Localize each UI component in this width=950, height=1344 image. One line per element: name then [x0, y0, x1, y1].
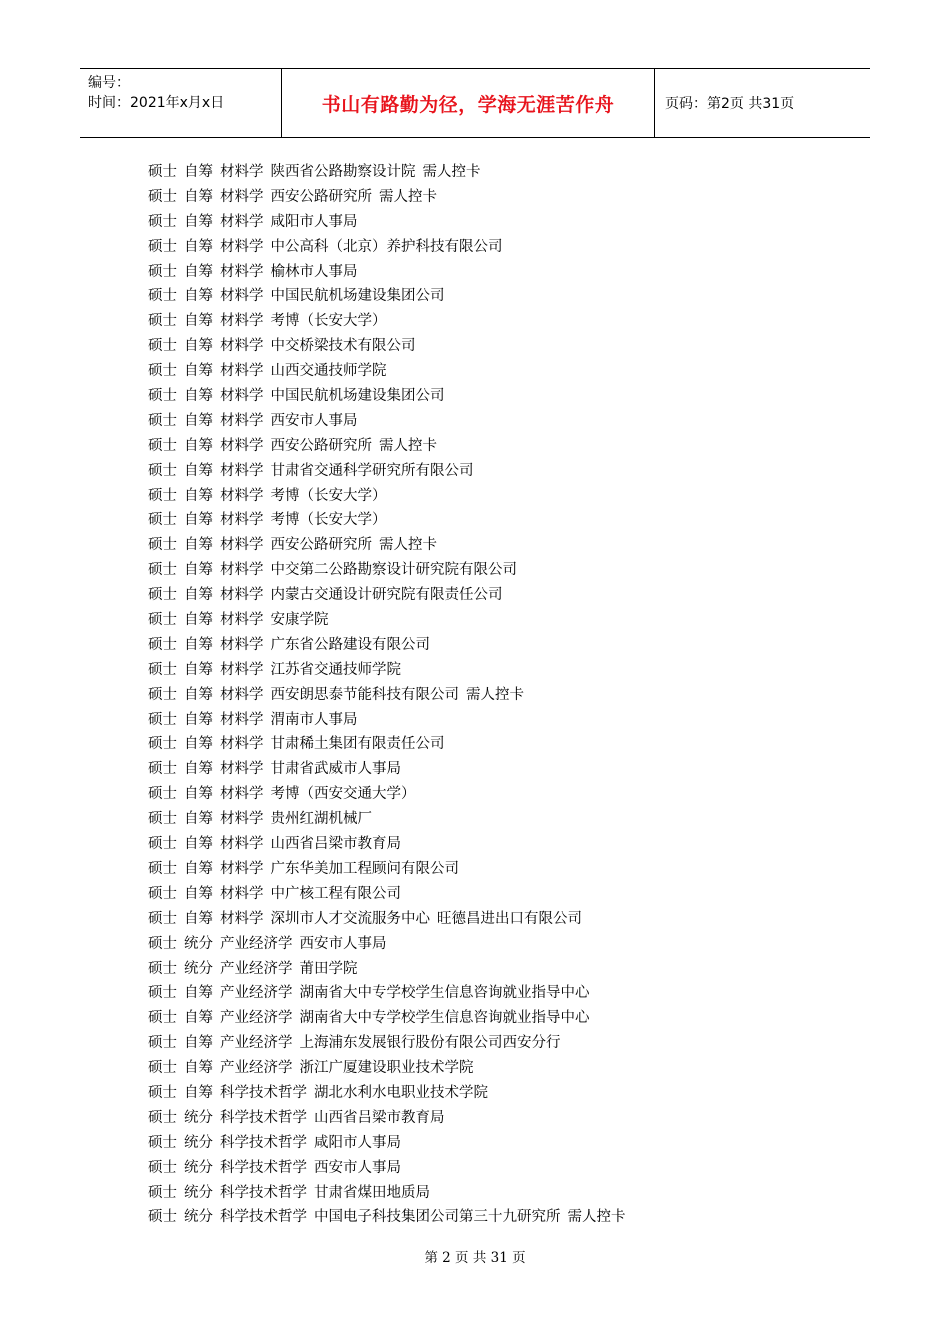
- list-item-field: 材料学: [220, 487, 264, 504]
- list-item-field: 产业经济学: [220, 935, 293, 952]
- list-item-field: 安康学院: [270, 612, 329, 629]
- list-item-field: 科学技术哲学: [220, 1209, 307, 1226]
- list-item-field: 自筹: [184, 537, 213, 554]
- list-item-field: 咸阳市人事局: [270, 213, 358, 230]
- list-item-field: 硕士: [148, 711, 177, 728]
- list-item-field: 统分: [184, 1209, 213, 1226]
- list-item-field: 自筹: [184, 1060, 213, 1077]
- list-item-field: 硕士: [148, 1084, 177, 1101]
- list-item: [148, 1156, 848, 1181]
- list-item-field: 材料学: [220, 338, 264, 355]
- list-item: [148, 558, 848, 583]
- list-item-field: 硕士: [148, 860, 177, 877]
- list-item-field: 材料学: [220, 910, 264, 927]
- list-item: [148, 1106, 848, 1131]
- list-item-field: 材料学: [220, 188, 264, 205]
- list-item-field: 硕士: [148, 985, 177, 1002]
- list-item-field: 材料学: [220, 263, 264, 280]
- list-item-field: 中国民航机场建设集团公司: [270, 388, 445, 405]
- list-item-field: 硕士: [148, 1209, 177, 1226]
- list-item-field: 硕士: [148, 836, 177, 853]
- list-item: [148, 359, 848, 384]
- list-item-field: 统分: [184, 1134, 213, 1151]
- list-item-field: 硕士: [148, 636, 177, 653]
- list-item-field: 材料学: [220, 164, 264, 180]
- list-item: [148, 1131, 848, 1156]
- list-item-field: 自筹: [184, 736, 213, 753]
- list-item-field: 湖南省大中专学校学生信息咨询就业指导中心: [299, 1010, 590, 1027]
- header-meta: [80, 69, 282, 137]
- list-item-field: 需人控卡: [379, 188, 437, 205]
- list-item-field: 西安朗思泰节能科技有限公司: [270, 686, 459, 703]
- list-item: [148, 757, 848, 782]
- list-item-field: 陕西省公路勘察设计院: [270, 164, 416, 180]
- list-item-field: 自筹: [184, 437, 213, 454]
- list-item-field: 硕士: [148, 213, 177, 230]
- list-item-field: 自筹: [184, 288, 213, 305]
- list-item-field: 材料学: [220, 388, 264, 405]
- list-item-field: 硕士: [148, 935, 177, 952]
- list-item-field: 自筹: [184, 1035, 213, 1052]
- list-item: [148, 160, 848, 185]
- list-item-field: 材料学: [220, 238, 264, 255]
- list-item-field: 榆林市人事局: [270, 263, 358, 280]
- list-item-field: 浙江广厦建设职业技术学院: [299, 1060, 474, 1077]
- list-item-field: 中广核工程有限公司: [270, 885, 401, 902]
- list-item-field: 考博（长安大学）: [270, 313, 387, 330]
- list-item-field: 广东省公路建设有限公司: [270, 636, 430, 653]
- list-item-field: 中公高科（北京）养护科技有限公司: [270, 238, 503, 255]
- list-item-field: 材料学: [220, 811, 264, 828]
- list-item-field: 自筹: [184, 164, 213, 180]
- list-item: [148, 284, 848, 309]
- list-item-field: 自筹: [184, 188, 213, 205]
- list-item-field: 统分: [184, 1109, 213, 1126]
- list-item: [148, 1181, 848, 1206]
- list-item-field: 科学技术哲学: [220, 1134, 307, 1151]
- list-item-field: 内蒙古交通设计研究院有限责任公司: [270, 587, 503, 604]
- list-item: [148, 1056, 848, 1081]
- list-item-field: 科学技术哲学: [220, 1109, 307, 1126]
- list-item-field: 硕士: [148, 612, 177, 629]
- header-motto: 书山有路勤为径，学海无涯苦作舟: [282, 69, 655, 137]
- list-item-field: 材料学: [220, 885, 264, 902]
- list-item-field: 硕士: [148, 412, 177, 429]
- list-item-field: 产业经济学: [220, 1060, 293, 1077]
- list-item-field: 硕士: [148, 910, 177, 927]
- list-item-field: 考博（西安交通大学）: [270, 786, 416, 803]
- list-item-field: 西安公路研究所: [270, 188, 372, 205]
- list-item-field: 材料学: [220, 736, 264, 753]
- list-item-field: 甘肃省交通科学研究所有限公司: [270, 462, 474, 479]
- list-item: [148, 533, 848, 558]
- list-item-field: 产业经济学: [220, 1035, 293, 1052]
- list-item-field: 材料学: [220, 860, 264, 877]
- list-item-field: 湖南省大中专学校学生信息咨询就业指导中心: [299, 985, 590, 1002]
- list-item-field: 硕士: [148, 1134, 177, 1151]
- list-item-field: 材料学: [220, 612, 264, 629]
- list-item: [148, 658, 848, 683]
- list-item-field: 自筹: [184, 263, 213, 280]
- list-item: [148, 683, 848, 708]
- list-item-field: 需人控卡: [379, 537, 437, 554]
- list-item-field: 硕士: [148, 537, 177, 554]
- list-item-field: 材料学: [220, 661, 264, 678]
- list-item-field: 湖北水利水电职业技术学院: [314, 1084, 488, 1101]
- list-item-field: 自筹: [184, 363, 213, 380]
- list-item-field: 自筹: [184, 761, 213, 778]
- list-item: [148, 981, 848, 1006]
- list-item-field: 考博（长安大学）: [270, 487, 387, 504]
- list-item-field: 甘肃省武威市人事局: [270, 761, 401, 778]
- list-item-field: 材料学: [220, 512, 264, 529]
- list-item-field: 统分: [184, 935, 213, 952]
- list-item-field: 自筹: [184, 612, 213, 629]
- list-item-field: 广东华美加工程顾问有限公司: [270, 860, 459, 877]
- list-item-field: 产业经济学: [220, 985, 293, 1002]
- record-list: [148, 160, 848, 1230]
- list-item-field: 需人控卡: [379, 437, 437, 454]
- list-item-field: 硕士: [148, 487, 177, 504]
- list-item-field: 产业经济学: [220, 960, 293, 977]
- list-item-field: 中国电子科技集团公司第三十九研究所: [314, 1209, 561, 1226]
- list-item: [148, 608, 848, 633]
- number-label: 编号：: [88, 75, 130, 91]
- list-item: [148, 957, 848, 982]
- list-item-field: 统分: [184, 1184, 213, 1201]
- page-indicator: 页码：第2页 共31页: [665, 96, 795, 112]
- list-item-field: 硕士: [148, 1060, 177, 1077]
- list-item-field: 中交桥梁技术有限公司: [270, 338, 416, 355]
- list-item: [148, 907, 848, 932]
- list-item-field: 硕士: [148, 811, 177, 828]
- list-item-field: 硕士: [148, 686, 177, 703]
- list-item-field: 硕士: [148, 736, 177, 753]
- list-item: [148, 210, 848, 235]
- list-item-field: 自筹: [184, 412, 213, 429]
- list-item: [148, 882, 848, 907]
- list-item-field: 科学技术哲学: [220, 1184, 307, 1201]
- list-item-field: 自筹: [184, 238, 213, 255]
- list-item: [148, 633, 848, 658]
- list-item: [148, 1205, 848, 1230]
- list-item-field: 硕士: [148, 1109, 177, 1126]
- list-item-field: 硕士: [148, 313, 177, 330]
- list-item-field: 硕士: [148, 462, 177, 479]
- list-item: [148, 807, 848, 832]
- list-item-field: 材料学: [220, 288, 264, 305]
- list-item-field: 硕士: [148, 587, 177, 604]
- list-item-field: 硕士: [148, 761, 177, 778]
- list-item-field: 材料学: [220, 711, 264, 728]
- list-item: [148, 434, 848, 459]
- list-item: [148, 260, 848, 285]
- list-item-field: 硕士: [148, 164, 177, 180]
- list-item: [148, 309, 848, 334]
- list-item: [148, 1006, 848, 1031]
- list-item-field: 硕士: [148, 238, 177, 255]
- list-item-field: 需人控卡: [422, 164, 481, 180]
- list-item: [148, 857, 848, 882]
- list-item-field: 渭南市人事局: [270, 711, 358, 728]
- list-item-field: 科学技术哲学: [220, 1084, 307, 1101]
- list-item-field: 材料学: [220, 786, 264, 803]
- list-item-field: 自筹: [184, 885, 213, 902]
- list-item-field: 统分: [184, 960, 213, 977]
- list-item-field: 自筹: [184, 985, 213, 1002]
- list-item: [148, 932, 848, 957]
- list-item-field: 考博（长安大学）: [270, 512, 387, 529]
- list-item-field: 硕士: [148, 388, 177, 405]
- list-item-field: 自筹: [184, 213, 213, 230]
- list-item-field: 中交第二公路勘察设计研究院有限公司: [270, 562, 517, 579]
- list-item-field: 材料学: [220, 761, 264, 778]
- list-item-field: 硕士: [148, 288, 177, 305]
- list-item-field: 咸阳市人事局: [314, 1134, 401, 1151]
- list-item-field: 自筹: [184, 786, 213, 803]
- list-item: [148, 334, 848, 359]
- list-item-field: 统分: [184, 1159, 213, 1176]
- list-item: [148, 185, 848, 210]
- list-item-field: 硕士: [148, 1184, 177, 1201]
- list-item-field: 甘肃稀土集团有限责任公司: [270, 736, 445, 753]
- list-item-field: 贵州红湖机械厂: [270, 811, 372, 828]
- list-item-field: 硕士: [148, 363, 177, 380]
- list-item-field: 材料学: [220, 313, 264, 330]
- list-item: [148, 508, 848, 533]
- list-item-field: 上海浦东发展银行股份有限公司西安分行: [299, 1035, 561, 1052]
- time-label: 时间：2021年x月x日: [88, 95, 225, 111]
- list-item-field: 自筹: [184, 1010, 213, 1027]
- list-item: [148, 732, 848, 757]
- list-item-field: 自筹: [184, 860, 213, 877]
- list-item-field: 需人控卡: [466, 686, 524, 703]
- list-item-field: 自筹: [184, 910, 213, 927]
- list-item-field: 自筹: [184, 462, 213, 479]
- list-item-field: 硕士: [148, 1035, 177, 1052]
- list-item-field: 硕士: [148, 562, 177, 579]
- list-item-field: 自筹: [184, 711, 213, 728]
- list-item-field: 自筹: [184, 388, 213, 405]
- list-item-field: 自筹: [184, 562, 213, 579]
- list-item-field: 山西省吕梁市教育局: [314, 1109, 445, 1126]
- list-item-field: 材料学: [220, 537, 264, 554]
- list-item-field: 产业经济学: [220, 1010, 293, 1027]
- list-item: [148, 1081, 848, 1106]
- list-item-field: 材料学: [220, 587, 264, 604]
- list-item-field: 旺德昌进出口有限公司: [437, 910, 582, 927]
- list-item-field: 硕士: [148, 960, 177, 977]
- list-item: [148, 484, 848, 509]
- list-item-field: 自筹: [184, 338, 213, 355]
- list-item-field: 自筹: [184, 512, 213, 529]
- list-item: [148, 782, 848, 807]
- list-item-field: 西安公路研究所: [270, 537, 372, 554]
- list-item: [148, 409, 848, 434]
- list-item-field: 自筹: [184, 1084, 213, 1101]
- list-item-field: 硕士: [148, 661, 177, 678]
- list-item-field: 自筹: [184, 836, 213, 853]
- list-item: [148, 1031, 848, 1056]
- list-item: [148, 459, 848, 484]
- list-item-field: 硕士: [148, 188, 177, 205]
- list-item: [148, 384, 848, 409]
- list-item-field: 科学技术哲学: [220, 1159, 307, 1176]
- list-item-field: 西安公路研究所: [270, 437, 372, 454]
- list-item-field: 甘肃省煤田地质局: [314, 1184, 430, 1201]
- list-item-field: 材料学: [220, 462, 264, 479]
- list-item: [148, 832, 848, 857]
- list-item-field: 自筹: [184, 487, 213, 504]
- list-item-field: 硕士: [148, 1159, 177, 1176]
- list-item-field: 中国民航机场建设集团公司: [270, 288, 445, 305]
- list-item-field: 自筹: [184, 811, 213, 828]
- list-item-field: 西安市人事局: [299, 935, 387, 952]
- list-item-field: 自筹: [184, 686, 213, 703]
- list-item-field: 材料学: [220, 636, 264, 653]
- list-item-field: 材料学: [220, 412, 264, 429]
- list-item-field: 材料学: [220, 437, 264, 454]
- list-item-field: 材料学: [220, 213, 264, 230]
- list-item-field: 材料学: [220, 562, 264, 579]
- list-item-field: 自筹: [184, 661, 213, 678]
- list-item-field: 西安市人事局: [314, 1159, 401, 1176]
- list-item-field: 材料学: [220, 836, 264, 853]
- list-item-field: 山西交通技师学院: [270, 363, 387, 380]
- list-item-field: 材料学: [220, 686, 264, 703]
- list-item-field: 山西省吕梁市教育局: [270, 836, 401, 853]
- page-footer: 第 2 页 共 31 页: [424, 1250, 526, 1266]
- list-item: [148, 235, 848, 260]
- list-item-field: 材料学: [220, 363, 264, 380]
- page-header: [80, 68, 870, 138]
- list-item-field: 硕士: [148, 1010, 177, 1027]
- list-item-field: 硕士: [148, 512, 177, 529]
- list-item-field: 自筹: [184, 636, 213, 653]
- list-item-field: 深圳市人才交流服务中心: [270, 910, 430, 927]
- list-item-field: 自筹: [184, 587, 213, 604]
- list-item-field: 硕士: [148, 437, 177, 454]
- list-item-field: 需人控卡: [567, 1209, 626, 1226]
- list-item-field: 硕士: [148, 263, 177, 280]
- list-item: [148, 583, 848, 608]
- list-item-field: 西安市人事局: [270, 412, 358, 429]
- list-item: [148, 708, 848, 733]
- list-item-field: 莆田学院: [299, 960, 358, 977]
- list-item-field: 硕士: [148, 885, 177, 902]
- list-item-field: 自筹: [184, 313, 213, 330]
- list-item-field: 硕士: [148, 338, 177, 355]
- list-item-field: 江苏省交通技师学院: [270, 661, 401, 678]
- list-item-field: 硕士: [148, 786, 177, 803]
